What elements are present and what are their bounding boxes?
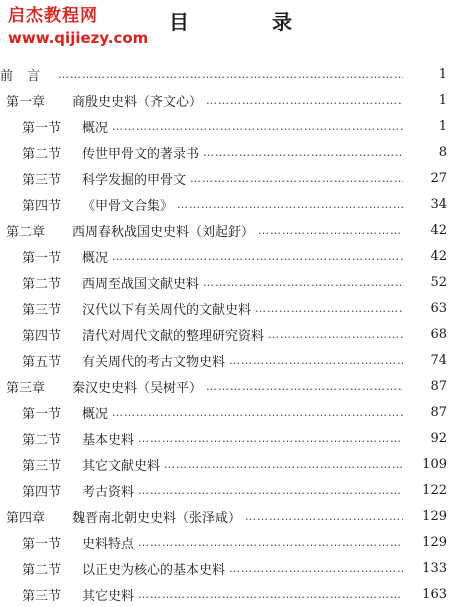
page-number: 68 [430,326,447,342]
leader-dots [206,94,403,107]
leader-dots [229,562,403,575]
section-number: 第三节 [22,302,62,318]
toc-entry-section [0,165,461,191]
chapter-title: 商殷史史料（齐文心） [72,94,203,110]
toc-entry-section [0,295,461,321]
toc-entry-section [0,477,461,503]
page-number: 34 [430,196,447,212]
toc-entry-section [0,451,461,477]
section-number: 第四节 [22,484,62,500]
page-number: 1 [438,118,447,134]
section-number: 第二节 [22,146,62,162]
chapter-number: 第二章 [6,224,46,240]
toc-entry-preface [0,61,461,87]
chapter-number: 第一章 [6,94,46,110]
section-title: 概况 [82,120,109,136]
section-number: 第四节 [22,198,62,214]
chapter-title: 西周春秋战国史史料（刘起釪） [72,224,255,240]
section-number: 第一节 [22,406,62,422]
toc-entry-section [0,191,461,217]
section-number: 第四节 [22,328,62,344]
chapter-title: 魏晋南北朝史史料（张泽咸） [72,510,242,526]
page-number: 1 [438,92,447,108]
preface-title: 前言 [0,68,55,84]
page-number: 163 [422,586,447,602]
toc-entry-section [0,555,461,581]
section-number: 第二节 [22,562,62,578]
section-title: 其它史料 [82,588,135,604]
chapter-number: 第四章 [6,510,46,526]
leader-dots [164,458,403,471]
leader-dots [112,406,403,419]
section-number: 第一节 [22,536,62,552]
leader-dots [138,484,403,497]
toc-entry-section [0,529,461,555]
section-number: 第三节 [22,458,62,474]
chapter-number: 第三章 [6,380,46,396]
page-number: 122 [422,482,447,498]
page-number: 74 [430,352,447,368]
section-title: 汉代以下有关周代的文献史料 [82,302,252,318]
page-number: 133 [422,560,447,576]
page-number: 87 [430,404,447,420]
section-title: 基本史料 [82,432,135,448]
leader-dots [138,432,403,445]
section-number: 第三节 [22,588,62,604]
page-number: 63 [430,300,447,316]
section-title: 以正史为核心的基本史料 [82,562,226,578]
chapter-title: 秦汉史史料（吴树平） [72,380,203,396]
leader-dots [229,354,403,367]
page-number: 129 [422,534,447,550]
table-of-contents [0,61,461,607]
leader-dots [245,510,403,523]
page-number: 42 [430,248,447,264]
toc-entry-chapter [0,87,461,113]
leader-dots [203,146,403,159]
leader-dots [268,328,403,341]
toc-entry-chapter [0,217,461,243]
toc-entry-chapter [0,373,461,399]
leader-dots [258,224,403,237]
toc-entry-section [0,399,461,425]
watermark-site-name: 启杰教程网 [8,6,98,26]
page-number: 92 [430,430,447,446]
page-number: 52 [430,274,447,290]
section-title: 西周至战国文献史料 [82,276,200,292]
section-title: 其它文献史料 [82,458,161,474]
page-number: 1 [438,66,447,82]
leader-dots [190,172,403,185]
toc-entry-section [0,347,461,373]
section-title: 史料特点 [82,536,135,552]
section-title: 传世甲骨文的著录书 [82,146,200,162]
section-title: 清代对周代文献的整理研究资料 [82,328,265,344]
leader-dots [177,198,403,211]
section-number: 第三节 [22,172,62,188]
leader-dots [112,120,403,133]
toc-entry-section [0,581,461,607]
leader-dots [203,276,403,289]
page-number: 27 [430,170,447,186]
leader-dots [138,536,403,549]
section-number: 第二节 [22,432,62,448]
page-title: 目 录 [169,10,330,34]
page-number: 87 [430,378,447,394]
toc-entry-section [0,321,461,347]
watermark-url: www.qijiezy.com [8,29,149,47]
toc-entry-chapter [0,503,461,529]
page-number: 109 [422,456,447,472]
leader-dots [58,68,403,81]
page-number: 42 [430,222,447,238]
toc-entry-section [0,139,461,165]
section-title: 概况 [82,406,109,422]
section-number: 第五节 [22,354,62,370]
section-number: 第一节 [22,250,62,266]
toc-entry-section [0,113,461,139]
toc-entry-section [0,269,461,295]
section-title: 科学发掘的甲骨文 [82,172,187,188]
section-title: 考古资料 [82,484,135,500]
section-number: 第二节 [22,276,62,292]
leader-dots [112,250,403,263]
toc-entry-section [0,425,461,451]
leader-dots [255,302,403,315]
leader-dots [206,380,403,393]
page-number: 129 [422,508,447,524]
section-title: 概况 [82,250,109,266]
section-number: 第一节 [22,120,62,136]
toc-entry-section [0,243,461,269]
leader-dots [138,588,403,601]
page-number: 8 [438,144,447,160]
section-title: 《甲骨文合集》 [82,198,174,214]
section-title: 有关周代的考古文物史料 [82,354,226,370]
